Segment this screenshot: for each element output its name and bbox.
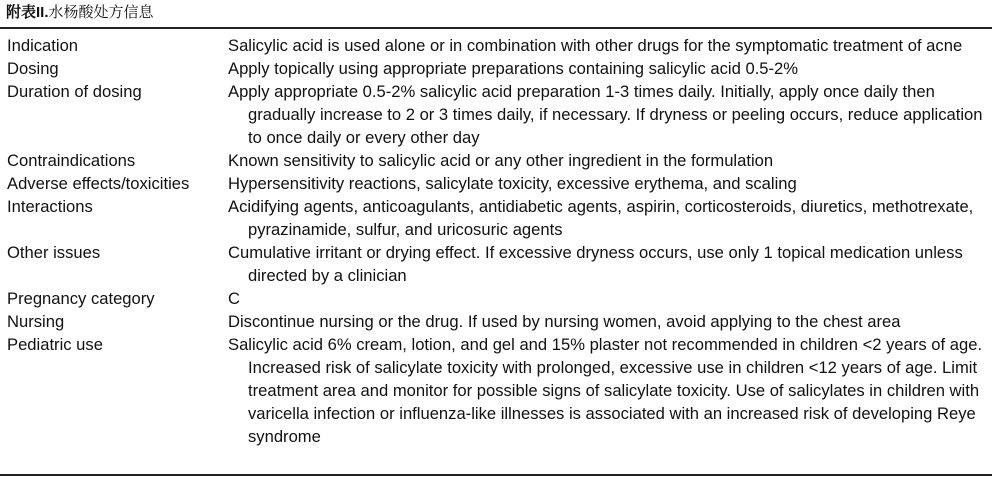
table-row	[7, 149, 992, 172]
row-text: Apply appropriate 0.5-2% salicylic acid preparation 1-3 times daily. Initially, apply once daily then gradually increase to 2 or 3 times daily, if necessary. If dryness or peeling occurs, reduce application to once daily or every other day	[228, 82, 983, 147]
row-label: Contraindications	[7, 151, 136, 170]
row-label: Adverse effects/toxicities	[7, 174, 190, 193]
row-text: Known sensitivity to salicylic acid or any other ingredient in the formulation	[228, 151, 774, 170]
table-caption-title: 水杨酸处方信息	[48, 4, 154, 21]
table-caption	[6, 2, 154, 24]
prescribing-info-table	[7, 34, 992, 448]
top-rule	[0, 27, 992, 29]
table-caption-label: 附表II.	[6, 4, 49, 21]
table-row	[7, 57, 992, 80]
row-text: Hypersensitivity reactions, salicylate toxicity, excessive erythema, and scaling	[228, 174, 797, 193]
row-label: Pediatric use	[7, 335, 103, 354]
row-label: Nursing	[7, 312, 65, 331]
row-label: Interactions	[7, 197, 93, 216]
row-label: Other issues	[7, 243, 101, 262]
row-label: Duration of dosing	[7, 82, 142, 101]
row-label: Pregnancy category	[7, 289, 155, 308]
table-row	[7, 333, 992, 448]
row-text: C	[228, 289, 240, 308]
row-label: Dosing	[7, 59, 59, 78]
row-label: Indication	[7, 36, 79, 55]
table-row	[7, 241, 992, 287]
table-row	[7, 287, 992, 310]
table-row	[7, 310, 992, 333]
row-text: Salicylic acid is used alone or in combination with other drugs for the symptomatic treatment of acne	[228, 36, 963, 55]
row-text: Salicylic acid 6% cream, lotion, and gel and 15% plaster not recommended in children <2 years of age. Increased risk of salicylate toxicity with prolonged, excessive use in children <12 years of age. Limit treatment area and monitor for possible signs of salicylate toxicity. Use of salicylates in children with varicella infection or influenza-like illnesses is associated with an increased risk of developing Reye syndrome	[228, 335, 983, 446]
table-row	[7, 195, 992, 241]
bottom-rule	[0, 474, 992, 476]
row-text: Discontinue nursing or the drug. If used by nursing women, avoid applying to the chest area	[228, 312, 901, 331]
row-text: Apply topically using appropriate preparations containing salicylic acid 0.5-2%	[228, 59, 799, 78]
row-text: Acidifying agents, anticoagulants, antidiabetic agents, aspirin, corticosteroids, diuretics, methotrexate, pyrazinamide, sulfur, and uricosuric agents	[228, 197, 974, 239]
table-row	[7, 34, 992, 57]
table-row	[7, 80, 992, 149]
table-row	[7, 172, 992, 195]
row-text: Cumulative irritant or drying effect. If excessive dryness occurs, use only 1 topical medication unless directed by a clinician	[228, 243, 963, 285]
